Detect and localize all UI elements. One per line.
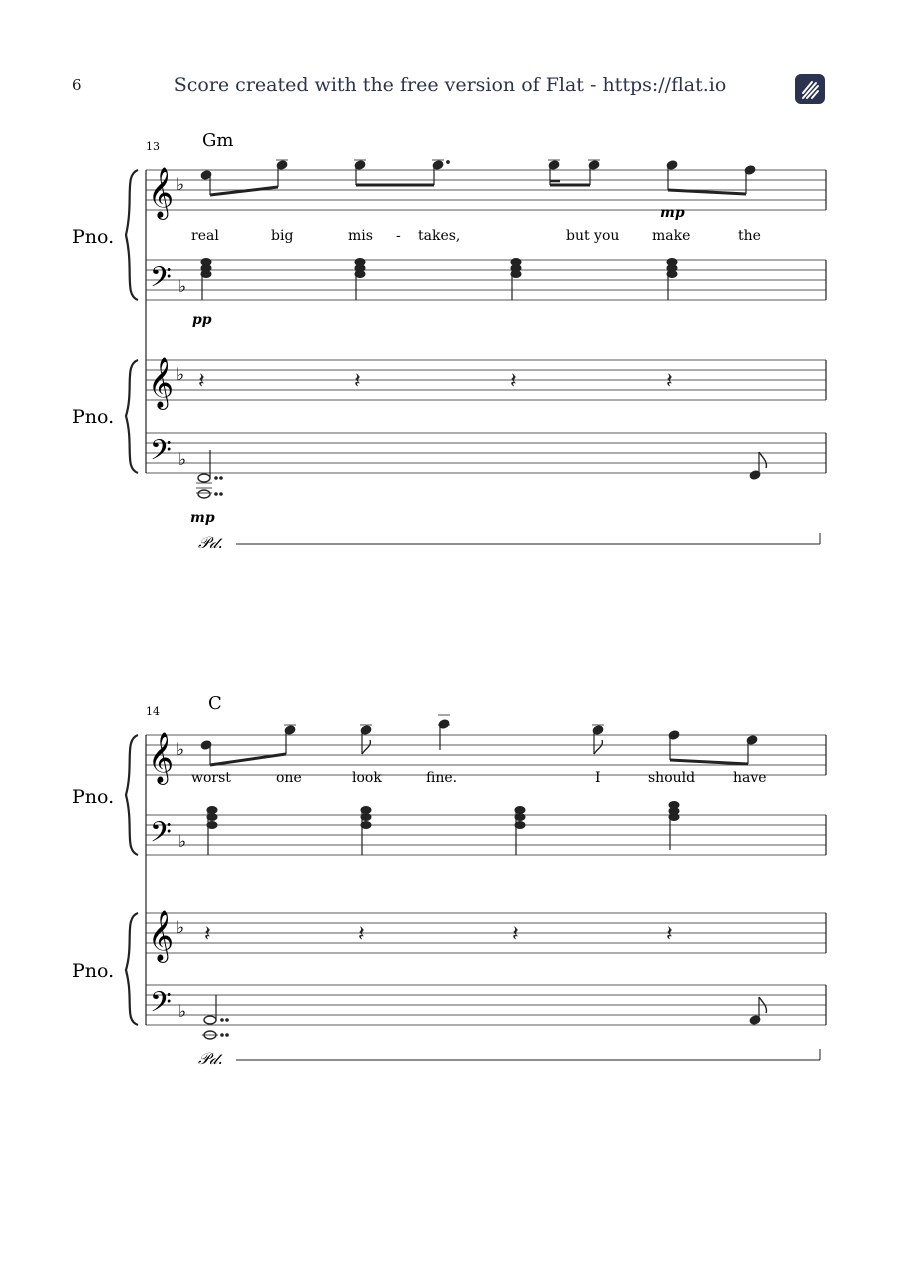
- part-name: Pno.: [72, 406, 115, 428]
- bass-notes: [196, 450, 766, 498]
- bass-clef-icon: 𝄢: [150, 434, 172, 474]
- pedal-marking: 𝒫𝒹.: [198, 533, 223, 552]
- lyrics: [191, 770, 767, 786]
- svg-text:-: -: [396, 228, 401, 244]
- dynamic-mark: pp: [192, 312, 212, 328]
- treble-clef-icon: 𝄞: [148, 732, 175, 783]
- quarter-rest-icon: 𝄽: [510, 369, 517, 394]
- score-credit: Score created with the free version of Flat - https://flat.io: [173, 74, 727, 96]
- part-name: Pno.: [72, 226, 115, 248]
- part-name: Pno.: [72, 960, 115, 982]
- lyrics: [191, 228, 761, 244]
- svg-text:takes,: takes,: [418, 228, 461, 244]
- chord-notes: [201, 259, 677, 301]
- bass-staff: [146, 433, 826, 473]
- quarter-rest-icon: 𝄽: [204, 922, 211, 947]
- quarter-rest-icon: 𝄽: [512, 922, 519, 947]
- key-flat-icon: ♭: [178, 277, 187, 297]
- brace: [126, 170, 138, 300]
- key-flat-icon: ♭: [178, 1002, 187, 1022]
- chord-notes: [207, 802, 679, 856]
- treble-clef-icon: 𝄞: [148, 910, 175, 961]
- svg-text:make: make: [652, 228, 691, 244]
- brace: [126, 360, 138, 473]
- chord-symbol: C: [208, 693, 222, 714]
- key-flat-icon: ♭: [178, 832, 187, 852]
- key-flat-icon: ♭: [176, 918, 185, 938]
- bass-clef-icon: 𝄢: [150, 816, 172, 856]
- page-number: 6: [72, 76, 82, 94]
- svg-text:but you: but you: [566, 228, 620, 244]
- quarter-rest-icon: 𝄽: [358, 922, 365, 947]
- brace: [126, 913, 138, 1025]
- quarter-rest-icon: 𝄽: [666, 369, 673, 394]
- pedal-line: [236, 1049, 820, 1060]
- svg-text:look: look: [352, 770, 382, 786]
- quarter-rest-icon: 𝄽: [354, 369, 361, 394]
- system-1: [72, 130, 826, 552]
- treble-clef-icon: 𝄞: [148, 357, 175, 408]
- brace: [126, 735, 138, 855]
- svg-text:big: big: [271, 228, 294, 244]
- bass-notes: [202, 995, 766, 1039]
- treble-staff: [146, 735, 826, 775]
- pedal-marking: 𝒫𝒹.: [198, 1049, 223, 1068]
- dynamic-mark: mp: [660, 205, 685, 221]
- bass-clef-icon: 𝄢: [150, 986, 172, 1026]
- quarter-rest-icon: 𝄽: [666, 922, 673, 947]
- system-2: [72, 693, 826, 1068]
- svg-text:real: real: [191, 228, 219, 244]
- bass-clef-icon: 𝄢: [150, 261, 172, 301]
- svg-text:fine.: fine.: [426, 770, 458, 786]
- svg-text:mis: mis: [348, 228, 373, 244]
- bass-staff: [146, 260, 826, 300]
- key-flat-icon: ♭: [176, 175, 185, 195]
- key-flat-icon: ♭: [178, 450, 187, 470]
- measure-number: 13: [146, 140, 160, 153]
- melody-notes: [200, 715, 758, 765]
- quarter-rest-icon: 𝄽: [198, 369, 205, 394]
- svg-text:I: I: [595, 770, 601, 786]
- chord-symbol: Gm: [202, 130, 234, 151]
- pedal-line: [236, 533, 820, 544]
- key-flat-icon: ♭: [176, 365, 185, 385]
- treble-clef-icon: 𝄞: [148, 167, 175, 218]
- dynamic-mark: mp: [190, 510, 215, 526]
- part-name: Pno.: [72, 786, 115, 808]
- svg-text:should: should: [648, 770, 696, 786]
- svg-text:the: the: [738, 228, 761, 244]
- key-flat-icon: ♭: [176, 740, 185, 760]
- svg-text:one: one: [276, 770, 302, 786]
- svg-text:worst: worst: [191, 770, 231, 786]
- bass-staff: [146, 815, 826, 855]
- bass-staff: [146, 985, 826, 1025]
- treble-staff: [146, 360, 826, 400]
- svg-text:have: have: [733, 770, 767, 786]
- treble-staff: [146, 913, 826, 953]
- measure-number: 14: [146, 705, 160, 718]
